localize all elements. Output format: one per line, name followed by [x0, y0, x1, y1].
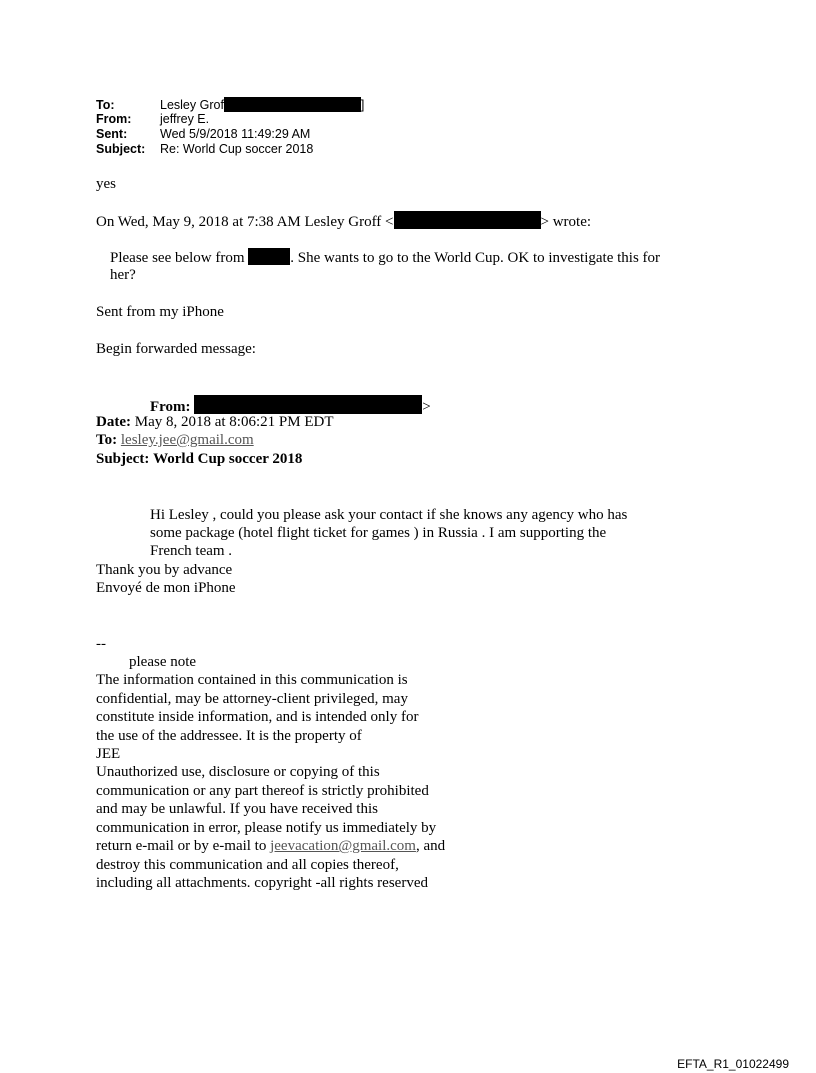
- reply-text: yes: [96, 176, 116, 192]
- disclaimer-line: constitute inside information, and is intended only for: [96, 709, 419, 725]
- header-sent-label: Sent:: [96, 127, 128, 141]
- forwarded-to-label: To:: [96, 432, 118, 448]
- header-to-label: To:: [96, 98, 115, 112]
- disclaimer-line: communication in error, please notify us immediately by: [96, 820, 437, 836]
- quote-body-part2: . She wants to go to the World Cup. OK to investigate this for: [290, 250, 661, 266]
- disclaimer-line: Unauthorized use, disclosure or copying of this: [96, 764, 380, 780]
- forwarded-date-label: Date:: [96, 414, 131, 430]
- forwarded-body-line2: some package (hotel flight ticket for games ) in Russia . I am supporting the: [150, 525, 607, 541]
- disclaimer-line: including all attachments. copyright -all rights reserved: [96, 875, 428, 891]
- disclaimer-line: destroy this communication and all copies thereof,: [96, 857, 399, 873]
- header-from-value: jeffrey E.: [160, 112, 210, 126]
- forwarded-date-row: [96, 413, 333, 431]
- forwarded-to-email-link[interactable]: lesley.jee@gmail.com: [120, 432, 254, 448]
- quote-body-part1: Please see below from: [110, 250, 245, 266]
- forwarded-from-label: From:: [150, 399, 191, 415]
- forwarded-thanks: Thank you by advance: [96, 562, 233, 578]
- quote-signature: Sent from my iPhone: [96, 304, 224, 320]
- forwarded-from-suffix: >: [422, 399, 431, 415]
- header-from-row: [96, 112, 209, 127]
- disclaimer-separator: --: [96, 636, 106, 652]
- header-subject-row: [96, 142, 313, 157]
- disclaimer-line: and may be unlawful. If you have received this: [96, 801, 378, 817]
- forwarded-body-line1: Hi Lesley , could you please ask your contact if she knows any agency who has: [150, 507, 628, 523]
- forwarded-subject-label: Subject:: [96, 451, 150, 467]
- disclaimer-line: the use of the addressee. It is the property of: [96, 728, 362, 744]
- quote-intro-prefix: On Wed, May 9, 2018 at 7:38 AM Lesley Groff <: [96, 214, 394, 230]
- quote-intro: [96, 211, 591, 231]
- disclaimer-email-line: [96, 837, 445, 855]
- forwarded-body-line3: French team .: [150, 543, 233, 559]
- header-from-label: From:: [96, 112, 132, 126]
- header-to-suffix: ]: [360, 98, 365, 112]
- disclaimer-line: confidential, may be attorney-client privileged, may: [96, 691, 408, 707]
- forwarded-date-value: May 8, 2018 at 8:06:21 PM EDT: [134, 414, 334, 430]
- disclaimer-line: JEE: [96, 746, 121, 762]
- redaction-block: [194, 395, 422, 414]
- document-id: EFTA_R1_01022499: [677, 1057, 789, 1071]
- disclaimer-email-suffix: , and: [415, 838, 446, 854]
- quote-body-line2: her?: [110, 267, 136, 283]
- disclaimer-note: please note: [129, 654, 197, 670]
- header-sent-row: [96, 127, 310, 142]
- quote-body-line1: [110, 248, 660, 267]
- header-subject-value: Re: World Cup soccer 2018: [160, 142, 314, 156]
- header-subject-label: Subject:: [96, 142, 146, 156]
- redaction-block: [224, 97, 361, 112]
- disclaimer-line: communication or any part thereof is strictly prohibited: [96, 783, 429, 799]
- header-sent-value: Wed 5/9/2018 11:49:29 AM: [160, 127, 311, 141]
- header-to-row: [96, 97, 364, 113]
- redaction-block: [394, 211, 541, 229]
- forwarded-subject-row: [96, 450, 302, 468]
- header-to-value: Lesley Grof: [160, 98, 224, 112]
- redaction-block: [248, 248, 290, 265]
- forwarded-sent-from: Envoyé de mon iPhone: [96, 580, 236, 596]
- forwarded-subject-value: World Cup soccer 2018: [153, 451, 303, 467]
- quote-intro-suffix: > wrote:: [540, 214, 592, 230]
- forward-label: Begin forwarded message:: [96, 341, 256, 357]
- disclaimer-email-link[interactable]: jeevacation@gmail.com: [270, 838, 416, 854]
- forwarded-to-row: [96, 431, 254, 449]
- disclaimer-line: The information contained in this communication is: [96, 672, 408, 688]
- disclaimer-email-prefix: return e-mail or by e-mail to: [96, 838, 271, 854]
